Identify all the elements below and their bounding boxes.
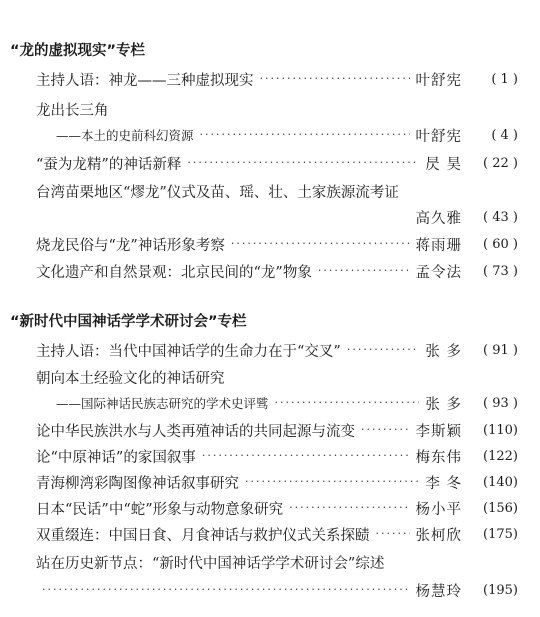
- toc-entry-title-line: [36, 97, 518, 121]
- toc-entry: [36, 444, 518, 468]
- entry-author: 蒋雨珊: [415, 237, 462, 254]
- toc-entry: [36, 338, 518, 362]
- toc-entry-title-line: [36, 179, 518, 203]
- entry-title: 论“中原神话”的家国叙事: [36, 449, 196, 466]
- entry-author: 张 多: [425, 343, 462, 360]
- dot-leader: [289, 501, 409, 515]
- entry-title: 青海柳湾彩陶图像神话叙事研究: [36, 475, 239, 492]
- entry-page: ( 4 ): [491, 127, 518, 143]
- dot-leader: [361, 423, 410, 437]
- toc-entry: [36, 418, 518, 442]
- entry-page: (122): [483, 448, 518, 464]
- entry-author: 梅东伟: [415, 449, 462, 466]
- entry-page: (156): [483, 500, 518, 516]
- dot-leader: [187, 156, 419, 170]
- entry-author: 叶舒宪: [415, 72, 462, 89]
- entry-title: 论中华民族洪水与人类再殖神话的共同起源与流变: [36, 423, 355, 440]
- section-title: “龙的虚拟现实”专栏: [10, 43, 146, 59]
- dot-leader: [42, 583, 410, 597]
- entry-page: ( 91 ): [483, 342, 518, 358]
- entry-page: (110): [483, 422, 518, 438]
- toc-entry: [36, 496, 518, 520]
- dot-leader: [347, 343, 420, 357]
- entry-page: ( 60 ): [483, 236, 518, 252]
- toc-entry: [36, 522, 518, 546]
- entry-title: 日本“民话”中“蛇”形象与动物意象研究: [36, 501, 284, 518]
- toc-entry: [36, 205, 518, 229]
- dot-leader: [260, 72, 410, 86]
- entry-author: 昃 昊: [425, 156, 462, 173]
- toc-entry: [36, 67, 518, 91]
- dot-leader: [245, 475, 419, 489]
- toc-entry-title-line: [36, 365, 518, 389]
- dot-leader: [200, 128, 410, 142]
- entry-title: 主持人语：神龙——三种虚拟现实: [36, 72, 254, 89]
- entry-page: ( 1 ): [491, 71, 518, 87]
- entry-author: 杨小平: [415, 501, 462, 518]
- entry-author: 李斯颖: [415, 423, 462, 440]
- entry-author: 李 冬: [425, 475, 462, 492]
- entry-author: 杨慧玲: [415, 583, 462, 600]
- toc-entry: [36, 232, 518, 256]
- entry-page: (140): [483, 474, 518, 490]
- dot-leader: [275, 396, 420, 410]
- dot-leader: [202, 449, 410, 463]
- entry-author: 高久雅: [415, 210, 462, 227]
- entry-title: 朝向本土经验文化的神话研究: [36, 370, 225, 387]
- toc-entry: [36, 470, 518, 494]
- entry-author: 张 多: [425, 396, 462, 413]
- entry-author: 叶舒宪: [415, 128, 462, 145]
- entry-title: 台湾苗栗地区“熮龙”仪式及苗、瑶、壮、土家族源流考证: [36, 184, 399, 201]
- section-title: “新时代中国神话学学术研讨会”专栏: [10, 314, 247, 330]
- dot-leader: [318, 264, 410, 278]
- toc-entry: [36, 259, 518, 283]
- toc-entry-title-line: [36, 550, 518, 574]
- toc-entry: [36, 578, 518, 602]
- entry-subtitle: ——国际神话民族志研究的学术史评骘: [56, 396, 269, 411]
- entry-title: 烧龙民俗与“龙”神话形象考察: [36, 237, 225, 254]
- entry-page: ( 93 ): [483, 395, 518, 411]
- entry-title: 龙出长三角: [36, 102, 109, 119]
- entry-title: 双重缀连：中国日食、月食神话与救护仪式关系探赜: [36, 527, 370, 544]
- entry-title: 站在历史新节点：“新时代中国神话学学术研讨会”综述: [36, 555, 385, 572]
- toc-entry: [36, 151, 518, 175]
- entry-page: (195): [483, 582, 518, 598]
- entry-title: 主持人语：当代中国神话学的生命力在于“交叉”: [36, 343, 341, 360]
- toc-entry: [56, 123, 518, 147]
- entry-page: ( 73 ): [483, 263, 518, 279]
- entry-page: ( 43 ): [483, 209, 518, 225]
- entry-author: 孟令法: [415, 264, 462, 281]
- entry-title: “蚕为龙精”的神话新释: [36, 156, 182, 173]
- toc-entry: [56, 391, 518, 415]
- dot-leader: [231, 237, 410, 251]
- entry-page: ( 22 ): [483, 155, 518, 171]
- entry-title: 文化遗产和自然景观：北京民间的“龙”物象: [36, 264, 312, 281]
- entry-author: 张柯欣: [415, 527, 462, 544]
- entry-subtitle: ——本土的史前科幻资源: [56, 128, 194, 143]
- entry-page: (175): [483, 526, 518, 542]
- dot-leader: [376, 527, 410, 541]
